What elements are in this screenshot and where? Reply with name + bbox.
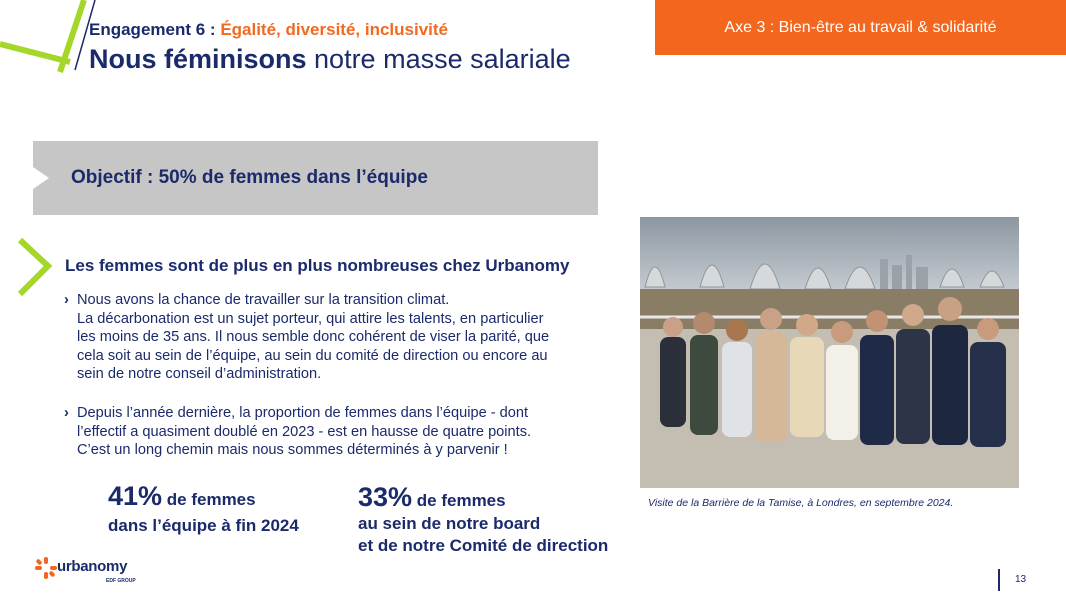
stat-label: de femmes xyxy=(412,491,506,510)
stat-board-women xyxy=(358,482,609,557)
paragraph-1 xyxy=(64,291,609,384)
team-photo xyxy=(640,217,1019,488)
bullet-chevron-icon: › xyxy=(64,405,69,421)
objective-text: Objectif : 50% de femmes dans l’équipe xyxy=(71,167,428,188)
urbanomy-logo xyxy=(34,556,136,585)
stat-team-women xyxy=(108,481,299,538)
objective-band xyxy=(33,141,598,215)
stat-label: de femmes xyxy=(162,490,256,509)
paragraph-1-line: les moins de 35 ans. Il nous semble donc cohérent de viser la parité, que xyxy=(77,329,550,345)
paragraph-1-line: sein de notre conseil d’administration. xyxy=(77,366,322,382)
paragraph-2-line: Depuis l’année dernière, la proportion de femmes dans l’équipe - dont xyxy=(77,405,529,421)
axis-label: Axe 3 : Bien-être au travail & solidarité xyxy=(724,18,997,36)
logo-subtext: EDF GROUP xyxy=(106,578,136,584)
stat-detail: dans l’équipe à fin 2024 xyxy=(108,516,299,535)
title-bold: Nous féminisons xyxy=(89,44,307,74)
paragraph-2 xyxy=(64,404,609,460)
logo-mark-icon xyxy=(34,556,58,580)
page-title xyxy=(89,44,571,75)
stat-detail: au sein de notre board xyxy=(358,514,541,533)
title-rest: notre masse salariale xyxy=(306,44,571,74)
paragraph-2-line: l’effectif a quasiment doublé en 2023 - est en hausse de quatre points. xyxy=(77,423,532,440)
paragraph-1-line: cela soit au sein de l’équipe, au sein du comité de direction ou encore au xyxy=(77,347,548,364)
axis-banner xyxy=(655,0,1066,55)
bullet-chevron-icon: › xyxy=(64,292,69,308)
stat-value: 33% xyxy=(358,482,413,512)
engagement-label xyxy=(89,20,448,40)
logo-wordmark: urbanomy xyxy=(57,558,128,575)
engagement-topic: Égalité, diversité, inclusivité xyxy=(220,20,449,39)
stat-detail: et de notre Comité de direction xyxy=(358,536,609,555)
photo-caption: Visite de la Barrière de la Tamise, à Londres, en septembre 2024. xyxy=(648,497,954,509)
paragraph-1-line: Nous avons la chance de travailler sur la transition climat. xyxy=(77,292,450,308)
stat-value: 41% xyxy=(108,481,163,511)
section-heading: Les femmes sont de plus en plus nombreuses chez Urbanomy xyxy=(65,256,570,275)
paragraph-2-line: C’est un long chemin mais nous sommes déterminés à y parvenir ! xyxy=(77,442,508,458)
paragraph-1-line: La décarbonation est un sujet porteur, qui attire les talents, en particulier xyxy=(77,310,544,327)
team-photo-illustration xyxy=(640,217,1019,488)
page-number: 13 xyxy=(1015,574,1027,585)
engagement-number: Engagement 6 : xyxy=(89,20,221,39)
chevron-right-icon xyxy=(14,236,54,298)
page-number-divider xyxy=(998,569,1000,591)
